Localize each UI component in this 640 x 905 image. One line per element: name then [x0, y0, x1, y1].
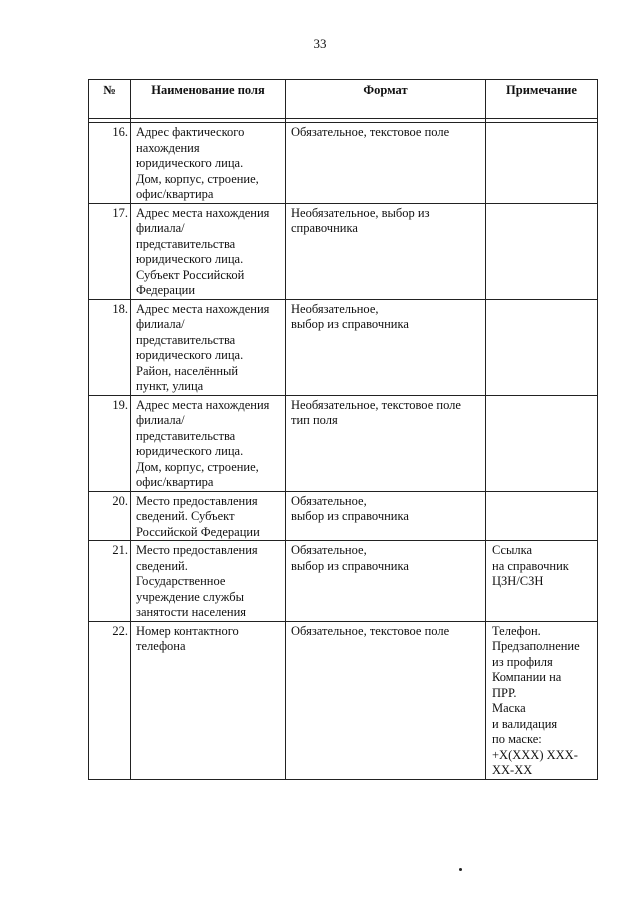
- row-number: 22.: [89, 621, 131, 779]
- cell-text-line: Необязательное, выбор из: [291, 205, 430, 220]
- cell-text-line: Необязательное, текстовое поле: [291, 397, 461, 412]
- field-note-cell: [486, 299, 598, 395]
- cell-text-line: офис/квартира: [136, 475, 214, 489]
- cell-text-line: филиала/: [136, 221, 185, 235]
- field-name-cell: [131, 203, 286, 299]
- cell-text-line: Компании на: [492, 670, 562, 684]
- cell-text-line: представительства: [136, 332, 236, 347]
- cell-text-line: ПРР.: [492, 685, 517, 700]
- table-row: [89, 491, 598, 541]
- cell-text-line: занятости населения: [136, 605, 247, 619]
- header-format: Формат: [286, 80, 486, 119]
- cell-text-line: нахождения: [136, 140, 200, 155]
- cell-text-line: и валидация: [492, 716, 558, 731]
- row-number: 18.: [89, 299, 131, 395]
- field-name-cell: [131, 621, 286, 779]
- row-number: 17.: [89, 203, 131, 299]
- cell-text-line: Адрес фактического: [136, 125, 245, 139]
- field-name-cell: [131, 299, 286, 395]
- cell-text-line: выбор из справочника: [291, 558, 409, 573]
- header-name: Наименование поля: [131, 80, 286, 119]
- cell-text-line: тип поля: [291, 413, 338, 427]
- cell-text-line: выбор из справочника: [291, 509, 409, 523]
- cell-text-line: Необязательное,: [291, 301, 379, 316]
- cell-text-line: представительства: [136, 428, 236, 443]
- stray-dot: [459, 868, 462, 871]
- cell-text-line: Обязательное, текстовое поле: [291, 623, 450, 638]
- field-format-cell: [286, 621, 486, 779]
- row-number: 16.: [89, 123, 131, 204]
- cell-text-line: Адрес места нахождения: [136, 397, 270, 412]
- cell-text-line: сведений. Субъект: [136, 509, 235, 523]
- field-name-cell: [131, 491, 286, 541]
- cell-text-line: офис/квартира: [136, 187, 214, 201]
- row-number: 20.: [89, 491, 131, 541]
- cell-text-line: +X(XXX) XXX-: [492, 747, 578, 762]
- cell-text-line: Федерации: [136, 283, 196, 297]
- field-note-cell: [486, 491, 598, 541]
- cell-text-line: филиала/: [136, 317, 185, 331]
- field-note-cell: [486, 203, 598, 299]
- field-format-cell: [286, 203, 486, 299]
- field-format-cell: [286, 541, 486, 622]
- cell-text-line: Маска: [492, 701, 526, 715]
- cell-text-line: Адрес места нахождения: [136, 301, 270, 316]
- field-note-cell: [486, 541, 598, 622]
- header-num: №: [89, 80, 131, 119]
- cell-text-line: учреждение службы: [136, 589, 245, 604]
- cell-text-line: Ссылка: [492, 543, 533, 557]
- cell-text-line: Место предоставления: [136, 493, 258, 508]
- cell-text-line: юридического лица.: [136, 348, 244, 362]
- page-number: 33: [313, 36, 327, 51]
- cell-text-line: филиала/: [136, 413, 185, 427]
- table-row: [89, 541, 598, 622]
- cell-text-line: ЦЗН/СЗН: [492, 574, 544, 588]
- cell-text-line: Дом, корпус, строение,: [136, 171, 259, 186]
- table-row: [89, 395, 598, 491]
- cell-text-line: представительства: [136, 236, 236, 251]
- cell-text-line: телефона: [136, 639, 186, 653]
- cell-text-line: XX-XX: [492, 763, 533, 777]
- cell-text-line: на справочник: [492, 558, 569, 573]
- cell-text-line: юридического лица.: [136, 252, 244, 266]
- field-format-cell: [286, 123, 486, 204]
- field-name-cell: [131, 541, 286, 622]
- table-row: [89, 123, 598, 204]
- table-row: [89, 203, 598, 299]
- field-name-cell: [131, 123, 286, 204]
- cell-text-line: пункт, улица: [136, 379, 204, 393]
- cell-text-line: Обязательное,: [291, 543, 367, 557]
- cell-text-line: справочника: [291, 221, 358, 235]
- field-format-cell: [286, 491, 486, 541]
- cell-text-line: Адрес места нахождения: [136, 205, 270, 220]
- cell-text-line: по маске:: [492, 732, 542, 746]
- field-format-cell: [286, 299, 486, 395]
- table-body: [89, 119, 598, 780]
- table-row: [89, 299, 598, 395]
- header-note: Примечание: [486, 80, 598, 119]
- cell-text-line: Телефон.: [492, 623, 541, 638]
- cell-text-line: Предзаполнение: [492, 639, 580, 653]
- cell-text-line: Субъект Российской: [136, 267, 245, 282]
- cell-text-line: Государственное: [136, 574, 226, 588]
- cell-text-line: Номер контактного: [136, 623, 239, 638]
- field-note-cell: [486, 123, 598, 204]
- cell-text-line: Обязательное, текстовое поле: [291, 125, 450, 139]
- cell-text-line: Место предоставления: [136, 543, 258, 557]
- field-note-cell: [486, 395, 598, 491]
- field-note-cell: [486, 621, 598, 779]
- field-format-cell: [286, 395, 486, 491]
- cell-text-line: сведений.: [136, 558, 188, 573]
- cell-text-line: Российской Федерации: [136, 524, 260, 539]
- cell-text-line: Район, населённый: [136, 363, 239, 378]
- row-number: 21.: [89, 541, 131, 622]
- cell-text-line: выбор из справочника: [291, 317, 409, 331]
- cell-text-line: Дом, корпус, строение,: [136, 459, 259, 474]
- cell-text-line: из профиля: [492, 654, 553, 669]
- field-name-cell: [131, 395, 286, 491]
- table-row: [89, 621, 598, 779]
- fields-table: [88, 79, 598, 780]
- cell-text-line: Обязательное,: [291, 493, 367, 508]
- cell-text-line: юридического лица.: [136, 444, 244, 458]
- table-header-row: [89, 80, 598, 119]
- cell-text-line: юридического лица.: [136, 156, 244, 170]
- row-number: 19.: [89, 395, 131, 491]
